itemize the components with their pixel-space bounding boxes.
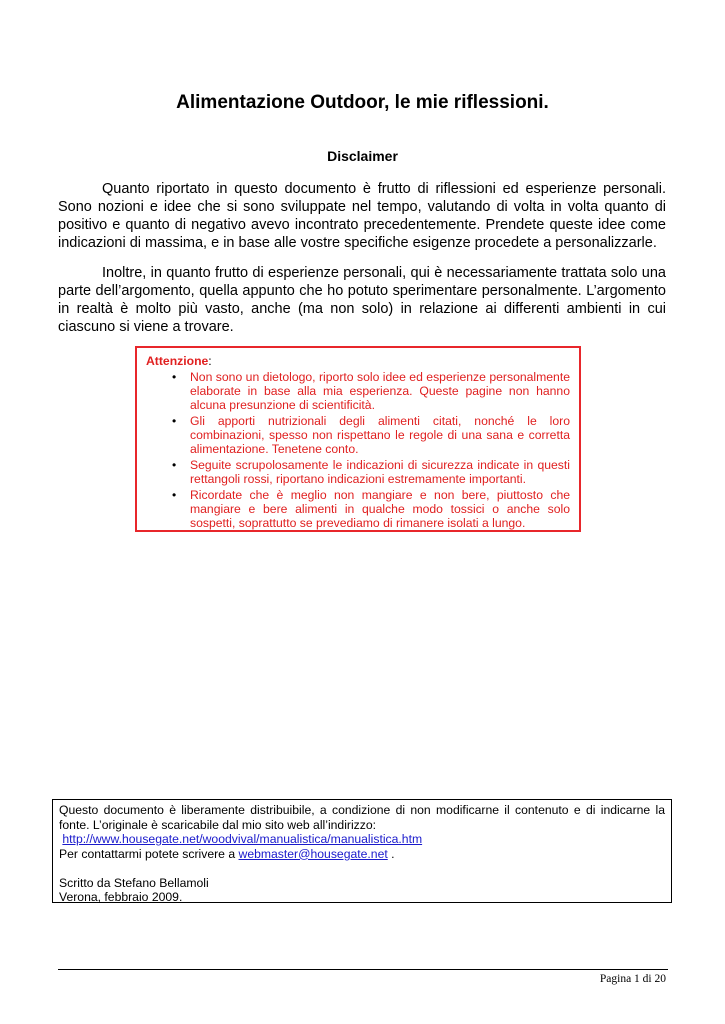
- email-link[interactable]: webmaster@housegate.net: [238, 846, 388, 861]
- contact-line: [59, 847, 665, 862]
- place-date-line: Verona, febbraio 2009.: [59, 890, 183, 904]
- warning-item: [146, 458, 570, 486]
- source-url-link[interactable]: http://www.housegate.net/woodvival/manualistica/manualistica.htm: [62, 832, 423, 846]
- warning-colon: :: [208, 354, 212, 368]
- bullet-icon: •: [172, 414, 177, 428]
- license-text: Questo documento è liberamente distribuibile, a condizione di non modificarne il contenuto e di indicarne la fonte. L’originale è scaricabile dal mio sito web all’indirizzo:: [59, 803, 665, 832]
- warning-box: [135, 346, 581, 532]
- warning-item-text: Non sono un dietologo, riporto solo idee ed esperienze personalmente elaborate in base alla mia esperienza. Queste pagine non hanno alcuna presunzione di scientificità.: [190, 370, 570, 412]
- bullet-icon: •: [172, 488, 177, 502]
- intro-paragraph-2: Inoltre, in quanto frutto di esperienze personali, qui è necessariamente trattata solo una parte dell’argomento, quella appunto che ho potuto sperimentare personalmente. L’argomento in realtà è molto più vasto, anche (ma non solo) in relazione ai differenti ambienti in cui ciascuno si viene a trovare.: [58, 265, 666, 335]
- bullet-icon: •: [172, 370, 177, 384]
- warning-item: [146, 370, 570, 412]
- warning-heading: [146, 354, 570, 368]
- warning-item: [146, 488, 570, 530]
- intro-paragraph-1: Quanto riportato in questo documento è frutto di riflessioni ed esperienze personali. Sono nozioni e idee che si sono sviluppate nel tempo, valutando di volta in volta quanto di positivo e quanto di negativo avevo incontrato precedentemente. Prendete queste idee come indicazioni di massima, e in base alle vostre specifiche esigenze procedete a personalizzarle.: [58, 181, 666, 251]
- warning-item-text: Gli apporti nutrizionali degli alimenti citati, nonché le loro combinazioni, spesso non rispettano le regole di una sana e corretta alimentazione. Tenetene conto.: [190, 414, 570, 456]
- source-url-line: [59, 832, 665, 847]
- bullet-icon: •: [172, 458, 177, 472]
- footer-divider: [58, 969, 668, 970]
- license-box: [52, 799, 672, 903]
- warning-item-text: Ricordate che è meglio non mangiare e non bere, piuttosto che mangiare e bere alimenti in qualche modo tossici o anche solo sospetti, soprattutto se prevediamo di rimanere isolati a lungo.: [190, 488, 570, 530]
- document-title: Alimentazione Outdoor, le mie riflessioni.: [176, 92, 549, 113]
- warning-item-text: Seguite scrupolosamente le indicazioni di sicurezza indicate in questi rettangoli rossi, riportano indicazioni estremamente importanti.: [190, 458, 570, 486]
- author-line: Scritto da Stefano Bellamoli: [59, 875, 209, 890]
- contact-prefix: Per contattarmi potete scrivere a: [59, 846, 239, 861]
- contact-suffix: .: [387, 846, 395, 861]
- warning-list: [146, 370, 570, 530]
- page-number: Pagina 1 di 20: [599, 973, 666, 985]
- warning-item: [146, 414, 570, 456]
- disclaimer-heading: Disclaimer: [327, 148, 398, 164]
- spacer: [59, 861, 665, 876]
- warning-title: Attenzione: [146, 354, 209, 368]
